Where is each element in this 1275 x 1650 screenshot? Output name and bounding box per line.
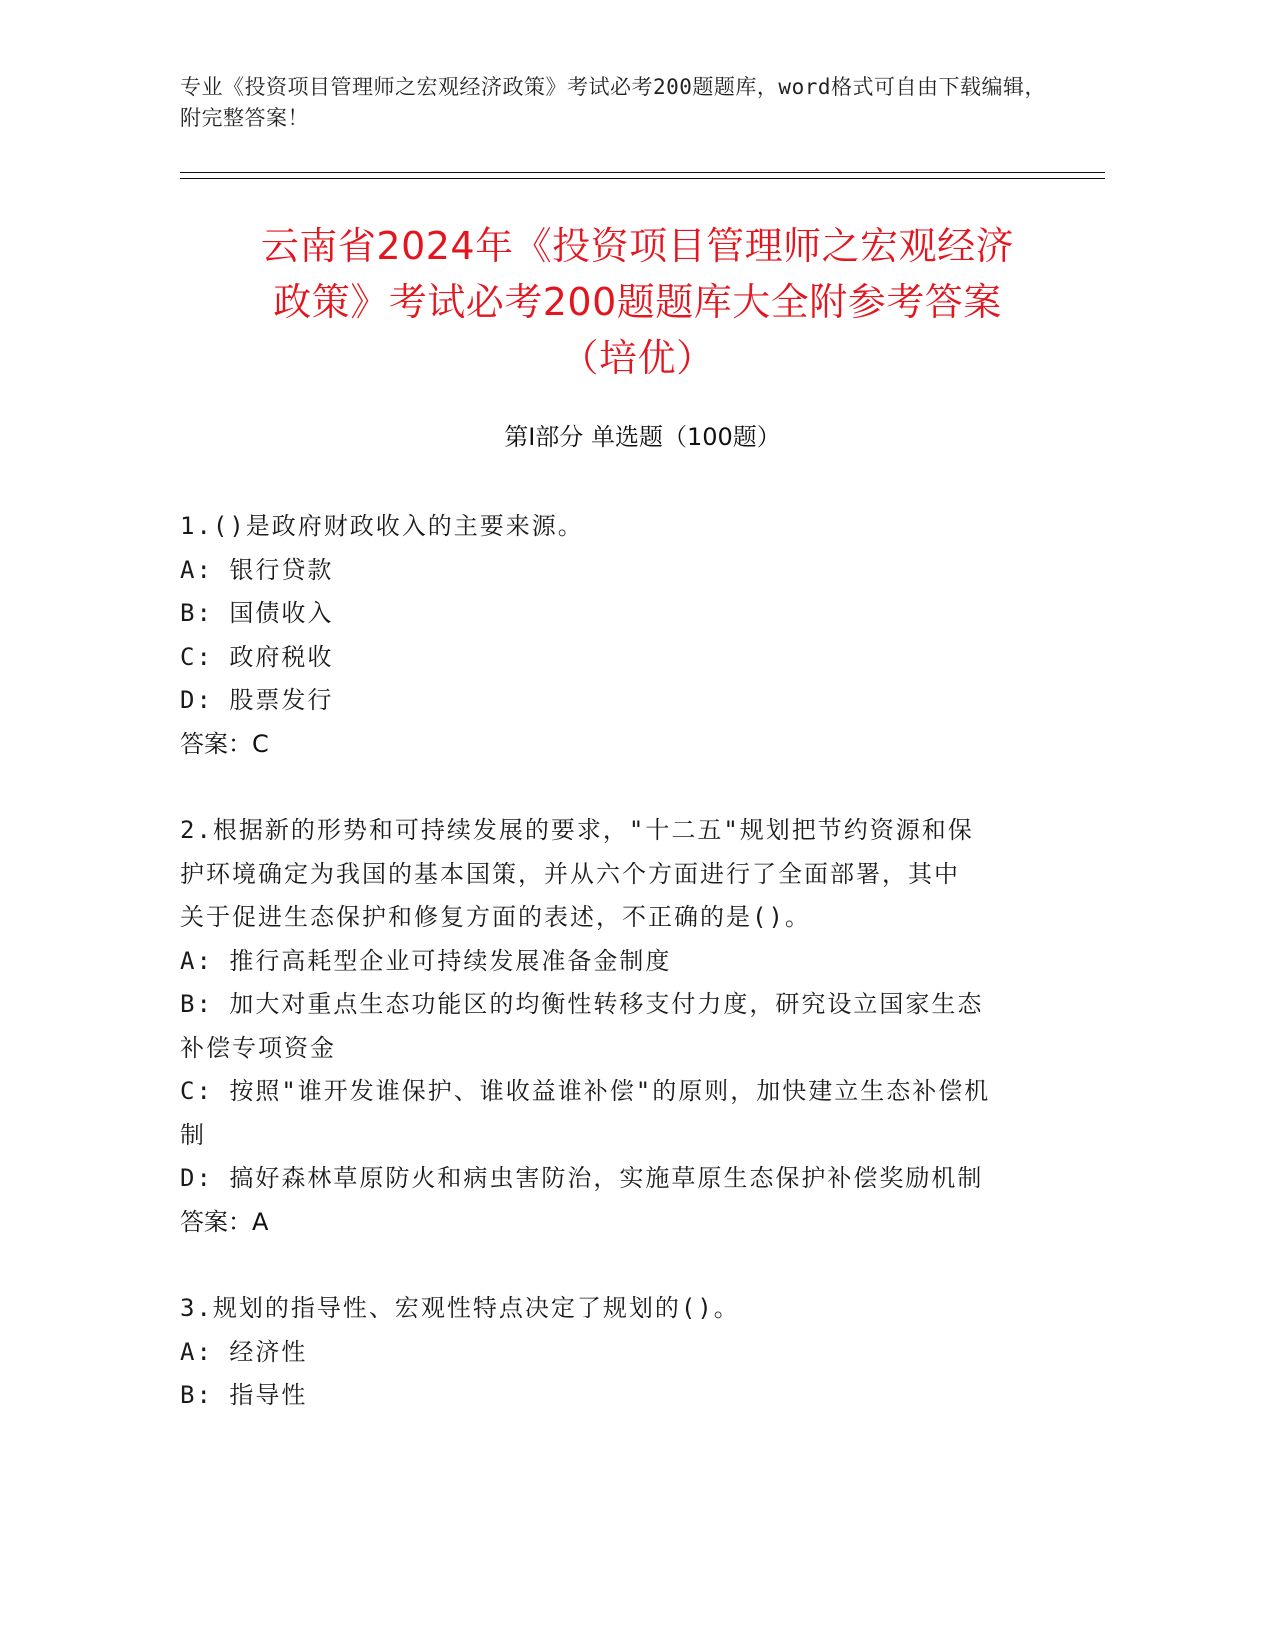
option-a: A: 推行高耗型企业可持续发展准备金制度 [180,946,672,975]
question-stem: 3.规划的指导性、宏观性特点决定了规划的()。 [180,1294,740,1322]
option-c: 制 [180,1120,206,1149]
option-b: B: 加大对重点生态功能区的均衡性转移支付力度，研究设立国家生态 [180,990,984,1018]
title-line: 政策》考试必考200题题库大全附参考答案 [273,280,1002,324]
document-title [150,218,1125,386]
question-stem: 关于促进生态保护和修复方面的表述，不正确的是()。 [180,903,811,931]
section-title: 第Ⅰ部分 单选题（100题） [504,423,781,451]
option-b: B: 国债收入 [180,599,334,627]
question-stem: 2.根据新的形势和可持续发展的要求，"十二五"规划把节约资源和保 [180,816,974,844]
question-stem: 1.()是政府财政收入的主要来源。 [180,512,584,540]
answer: 答案：C [180,729,269,758]
option-d: D: 搞好森林草原防火和病虫害防治，实施草原生态保护补偿奖励机制 [180,1164,984,1192]
question-list [180,505,1040,1461]
option-c: C: 政府税收 [180,642,334,671]
option-b: B: 指导性 [180,1381,308,1409]
option-a: A: 经济性 [180,1337,308,1366]
answer: 答案：A [180,1207,269,1236]
option-b: 补偿专项资金 [180,1033,336,1062]
question-stem: 护环境确定为我国的基本国策，并从六个方面进行了全面部署，其中 [180,859,960,888]
question-1 [180,505,1040,766]
header-note: 专业《投资项目管理师之宏观经济政策》考试必考200题题库，word格式可自由下载编辑，附完整答案！ [180,75,1046,130]
option-a: A: 银行贷款 [180,555,334,584]
header-divider-bottom [180,178,1105,179]
option-d: D: 股票发行 [180,686,334,714]
header-divider-top [180,172,1105,173]
title-line: 云南省2024年《投资项目管理师之宏观经济 [260,224,1015,268]
title-line: （培优） [560,336,715,380]
option-c: C: 按照"谁开发谁保护、谁收益谁补偿"的原则，加快建立生态补偿机 [180,1077,991,1105]
question-2 [180,809,1040,1244]
question-3 [180,1287,1040,1418]
